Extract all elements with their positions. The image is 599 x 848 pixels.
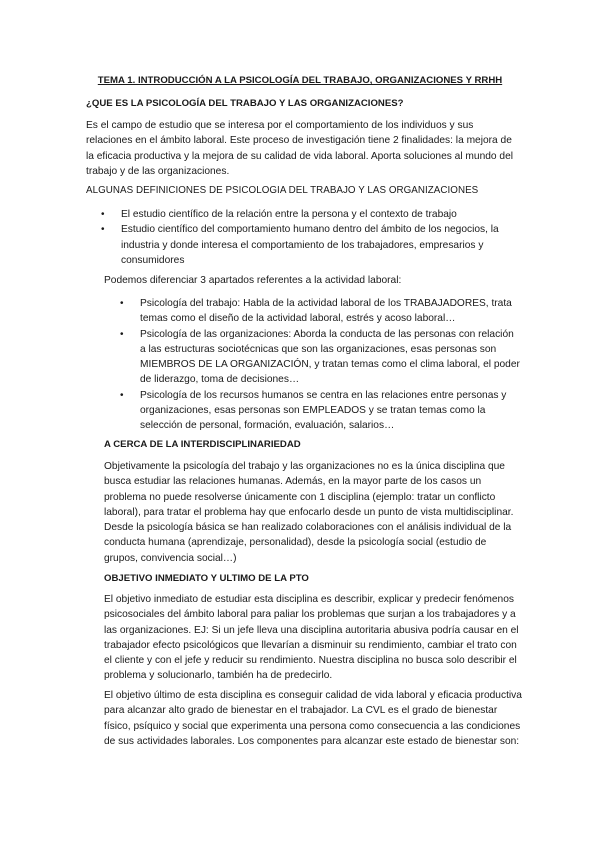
paragraph-objetivo-inmediato: El objetivo inmediato de estudiar esta disciplina es describir, explicar y predecir fenómenos psicosociales del ámbito laboral para paliar los problemas que surjan a los trabajadores y a las organizaciones. EJ: Si un jefe lleva una disciplina autoritaria abusiva podría causar en el trabajador efecto psicológicos que llevarían a disminuir su rendimiento, cambiar el trato con el cliente y con el jefe y reducir su rendimiento. Nuestra disciplina no busca solo describir el problema y solucionarlo, también ha de predecirlo. — [104, 594, 519, 682]
section-heading-que-es: ¿QUE ES LA PSICOLOGÍA DEL TRABAJO Y LAS ORGANIZACIONES? — [86, 98, 404, 109]
apartados-list — [140, 296, 520, 434]
apartado-item: • Psicología de las organizaciones: Aborda la conducta de las personas con relación a las estructuras sociotécnicas que son las organizaciones, esas personas son MIEMBROS DE LA ORGANIZACIÓN, y tratan temas como el clima laboral, el poder de liderazgo, toma de decisiones… — [140, 327, 520, 388]
section-heading-definiciones: ALGUNAS DEFINICIONES DE PSICOLOGIA DEL TRABAJO Y LAS ORGANIZACIONES — [86, 185, 479, 196]
apartados-intro: Podemos diferenciar 3 apartados referentes a la actividad laboral: — [104, 275, 402, 286]
apartado-item: • Psicología del trabajo: Habla de la actividad laboral de los TRABAJADORES, trata temas como el diseño de la actividad laboral, estrés y acoso laboral… — [140, 296, 520, 327]
document-title: TEMA 1. INTRODUCCIÓN A LA PSICOLOGÍA DEL TRABAJO, ORGANIZACIONES Y RRHH — [97, 75, 503, 86]
definition-item: • Estudio científico del comportamiento humano dentro del ámbito de los negocios, la industria y donde interesa el comportamiento de los trabajadores, empresarios y consumidores — [121, 222, 519, 268]
section-heading-objetivo: OBJETIVO INMEDIATO Y ULTIMO DE LA PTO — [104, 573, 309, 584]
paragraph-definicion: Es el campo de estudio que se interesa por el comportamiento de los individuos y sus relaciones en el ámbito laboral. Este proceso de investigación tiene 2 finalidades: la mejora de la eficacia productiva y la mejora de su calidad de vida laboral. Aporta soluciones al mundo del trabajo y de las organizaciones. — [86, 120, 513, 177]
definitions-list — [121, 207, 519, 268]
paragraph-objetivo-ultimo: El objetivo último de esta disciplina es conseguir calidad de vida laboral y eficacia productiva para alcanzar alto grado de bienestar en el trabajador. La CVL es el grado de bienestar físico, psíquico y social que experimenta una persona como consecuencia a las condiciones de sus actividades laborales. Los componentes para alcanzar este estado de bienestar son: — [104, 690, 522, 747]
section-heading-interdisciplinariedad: A CERCA DE LA INTERDISCIPLINARIEDAD — [104, 439, 301, 450]
paragraph-interdisciplinariedad: Objetivamente la psicología del trabajo y las organizaciones no es la única disciplina que busca estudiar las relaciones humanas. Además, en la mayor parte de los casos un problema no puede resolverse únicamente con 1 disciplina (ejemplo: tratar un conflicto laboral), para tratar el problema hay que enfocarlo desde un punto de vista multidisciplinar. Desde la psicología básica se han realizado colaboraciones con el análisis individual de la conducta humana (aprendizaje, personalidad), desde la psicología social (estudio de grupos, convivencia social…) — [104, 461, 514, 564]
definition-item: • El estudio científico de la relación entre la persona y el contexto de trabajo — [121, 207, 519, 222]
apartado-item: • Psicología de los recursos humanos se centra en las relaciones entre personas y organizaciones, esas personas son EMPLEADOS y se tratan temas como la selección de personal, formación, evaluación, salarios… — [140, 388, 520, 434]
